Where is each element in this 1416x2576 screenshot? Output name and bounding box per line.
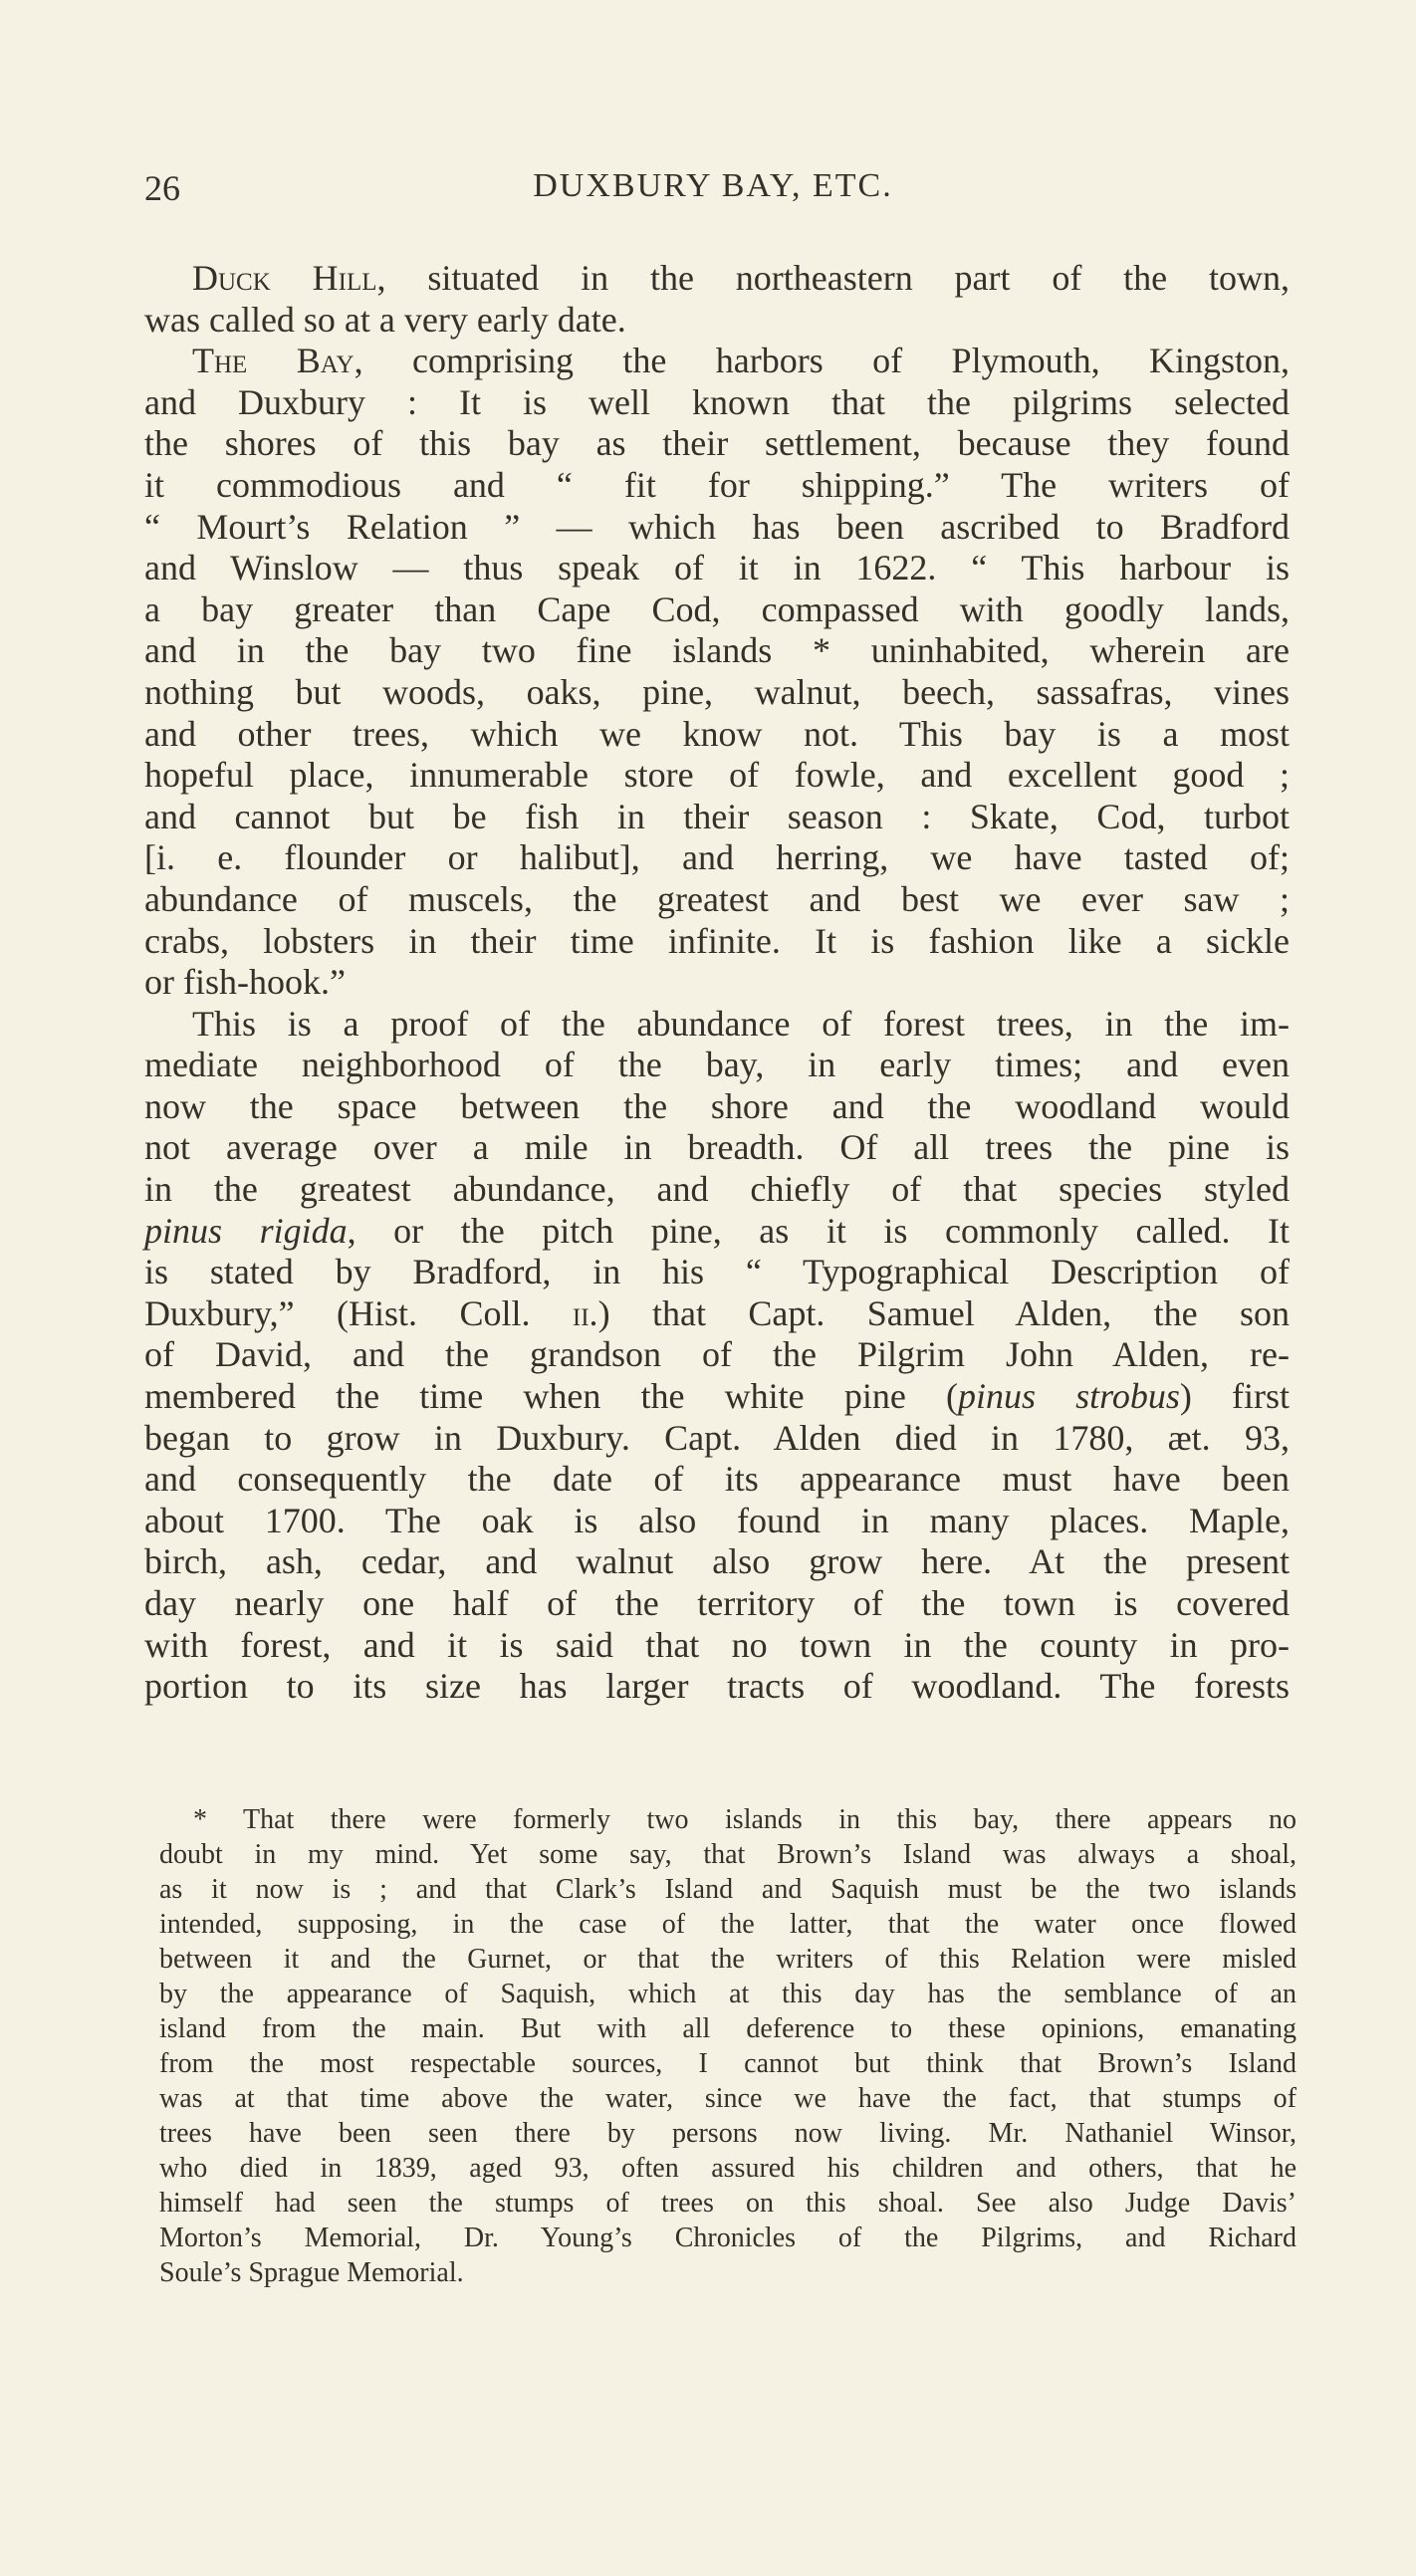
text-run: [i. e. flounder or halibut], and herring, we have tasted of; — [144, 837, 1290, 878]
body-line — [144, 1169, 1290, 1211]
text-run: the shores of this bay as their settlement, because they found — [144, 423, 1290, 464]
footnote-line — [159, 1907, 1297, 1942]
body-line — [144, 258, 1290, 300]
text-run: was at that time above the water, since we have the fact, that stumps of — [159, 2083, 1297, 2114]
body-line — [144, 879, 1290, 921]
text-run: nothing but woods, oaks, pine, walnut, beech, sassafras, vines — [144, 671, 1290, 712]
body-line — [144, 1501, 1290, 1542]
text-run: Soule’s Sprague Memorial. — [159, 2257, 464, 2288]
body-line — [144, 1418, 1290, 1460]
body-line — [144, 1334, 1290, 1376]
text-run: of David, and the grandson of the Pilgrim John Alden, re- — [144, 1334, 1290, 1375]
body-line — [144, 548, 1290, 589]
text-run: as it now is ; and that Clark’s Island and Saquish must be the two islands — [159, 1874, 1297, 1905]
footnote-line — [159, 2046, 1297, 2081]
text-run: crabs, lobsters in their time infinite. It is fashion like a sickle — [144, 920, 1290, 961]
text-run: intended, supposing, in the case of the latter, that the water once flowed — [159, 1909, 1297, 1940]
text-run: not average over a mile in breadth. Of all trees the pine is — [144, 1127, 1290, 1168]
footnote-line — [159, 1872, 1297, 1907]
body-line — [144, 1459, 1290, 1501]
body-text — [144, 258, 1290, 1708]
footnote-line — [159, 2186, 1297, 2221]
body-line — [144, 797, 1290, 838]
body-line — [144, 1004, 1290, 1046]
body-line — [144, 630, 1290, 672]
text-run: and other trees, which we know not. This bay is a most — [144, 713, 1290, 754]
text-run: now the space between the shore and the woodland would — [144, 1085, 1290, 1126]
body-line — [144, 837, 1290, 879]
body-line — [144, 423, 1290, 465]
text-run: doubt in my mind. Yet some say, that Brown’s Island was always a shoal, — [159, 1839, 1297, 1870]
text-run: began to grow in Duxbury. Capt. Alden died in 1780, æt. 93, — [144, 1417, 1290, 1458]
footnote — [159, 1802, 1297, 2290]
footnote-line — [159, 1977, 1297, 2011]
body-line — [144, 589, 1290, 631]
body-line — [144, 1541, 1290, 1583]
footnote-line — [159, 2255, 1297, 2290]
text-run: and in the bay two fine islands * uninhabited, wherein are — [144, 630, 1290, 671]
body-line — [144, 1211, 1290, 1253]
footnote-line — [159, 2151, 1297, 2186]
text-run: a bay greater than Cape Cod, compassed with goodly lands, — [144, 588, 1290, 629]
body-line — [144, 1666, 1290, 1708]
body-line — [144, 1625, 1290, 1667]
text-run: membered the time when the white pine ( — [144, 1376, 958, 1417]
footnote-line — [159, 1802, 1297, 1837]
text-run: between it and the Gurnet, or that the writers of this Relation were misled — [159, 1944, 1297, 1975]
text-run: portion to its size has larger tracts of woodland. The forests — [144, 1666, 1290, 1707]
text-run: Morton’s Memorial, Dr. Young’s Chronicles of the Pilgrims, and Richard — [159, 2223, 1297, 2253]
body-line — [144, 1376, 1290, 1418]
text-run: day nearly one half of the territory of the town is covered — [144, 1583, 1290, 1623]
text-run: who died in 1839, aged 93, often assured his children and others, that he — [159, 2153, 1297, 2184]
text-run: trees have been seen there by persons now living. Mr. Nathaniel Winsor, — [159, 2118, 1297, 2149]
body-line — [144, 382, 1290, 424]
text-run: is stated by Bradford, in his “ Typographical Description of — [144, 1252, 1290, 1292]
body-line — [144, 465, 1290, 507]
italic-text: pinus rigida — [144, 1210, 348, 1251]
footnote-line — [159, 1942, 1297, 1977]
text-run: ) first — [1179, 1376, 1290, 1417]
body-line — [144, 1127, 1290, 1169]
small-caps-text: The Bay — [192, 341, 354, 381]
body-line — [144, 714, 1290, 756]
footnote-line — [159, 1837, 1297, 1872]
text-run: * That there were formerly two islands in this bay, there appears no — [193, 1804, 1297, 1835]
text-run: or fish-hook.” — [144, 962, 346, 1003]
text-run: ) that Capt. Samuel Alden, the son — [597, 1292, 1290, 1333]
text-run: was called so at a very early date. — [144, 299, 626, 340]
text-run: abundance of muscels, the greatest and best we ever saw ; — [144, 878, 1290, 919]
body-line — [144, 1045, 1290, 1086]
text-run: mediate neighborhood of the bay, in early times; and even — [144, 1045, 1290, 1085]
text-run: birch, ash, cedar, and walnut also grow here. At the present — [144, 1541, 1290, 1582]
running-title: DUXBURY BAY, ETC. — [533, 167, 893, 204]
body-line — [144, 921, 1290, 963]
text-run: “ Mourt’s Relation ” — which has been ascribed to Bradford — [144, 506, 1290, 547]
text-run: island from the main. But with all deference to these opinions, emanating — [159, 2013, 1297, 2044]
text-run: hopeful place, innumerable store of fowle, and excellent good ; — [144, 755, 1290, 796]
text-run: This is a proof of the abundance of forest trees, in the im- — [192, 1003, 1290, 1044]
body-line — [144, 1252, 1290, 1293]
body-line — [144, 341, 1290, 382]
text-run: and Winslow — thus speak of it in 1622. “ This harbour is — [144, 548, 1290, 588]
text-run: and consequently the date of its appearance must have been — [144, 1459, 1290, 1500]
body-line — [144, 300, 1290, 342]
text-run: and Duxbury : It is well known that the pilgrims selected — [144, 381, 1290, 422]
text-run: , comprising the harbors of Plymouth, Kingston, — [354, 341, 1290, 381]
body-line — [144, 672, 1290, 714]
footnote-line — [159, 2116, 1297, 2151]
page-number: 26 — [144, 168, 180, 208]
text-run: by the appearance of Saquish, which at this day has the semblance of an — [159, 1979, 1297, 2009]
text-run: with forest, and it is said that no town in the county in pro- — [144, 1624, 1290, 1665]
body-line — [144, 962, 1290, 1004]
body-line — [144, 1293, 1290, 1335]
text-run: it commodious and “ fit for shipping.” The writers of — [144, 464, 1290, 505]
text-run: from the most respectable sources, I cannot but think that Brown’s Island — [159, 2048, 1297, 2079]
text-run: Duxbury,” (Hist. Coll. — [144, 1292, 573, 1333]
text-run: , or the pitch pine, as it is commonly called. It — [347, 1210, 1290, 1251]
footnote-line — [159, 2081, 1297, 2116]
text-run: and cannot but be fish in their season : Skate, Cod, turbot — [144, 796, 1290, 836]
text-run: , situated in the northeastern part of the town, — [376, 258, 1290, 298]
body-line — [144, 755, 1290, 797]
italic-text: pinus strobus — [957, 1376, 1180, 1417]
body-line — [144, 1086, 1290, 1128]
footnote-line — [159, 2011, 1297, 2046]
text-run: about 1700. The oak is also found in many places. Maple, — [144, 1500, 1290, 1540]
small-caps-text: ii. — [572, 1292, 598, 1333]
small-caps-text: Duck Hill — [192, 258, 377, 298]
footnote-line — [159, 2221, 1297, 2255]
text-run: in the greatest abundance, and chiefly of that species styled — [144, 1169, 1290, 1210]
text-run: himself had seen the stumps of trees on this shoal. See also Judge Davis’ — [159, 2188, 1297, 2219]
body-line — [144, 1583, 1290, 1625]
body-line — [144, 507, 1290, 549]
